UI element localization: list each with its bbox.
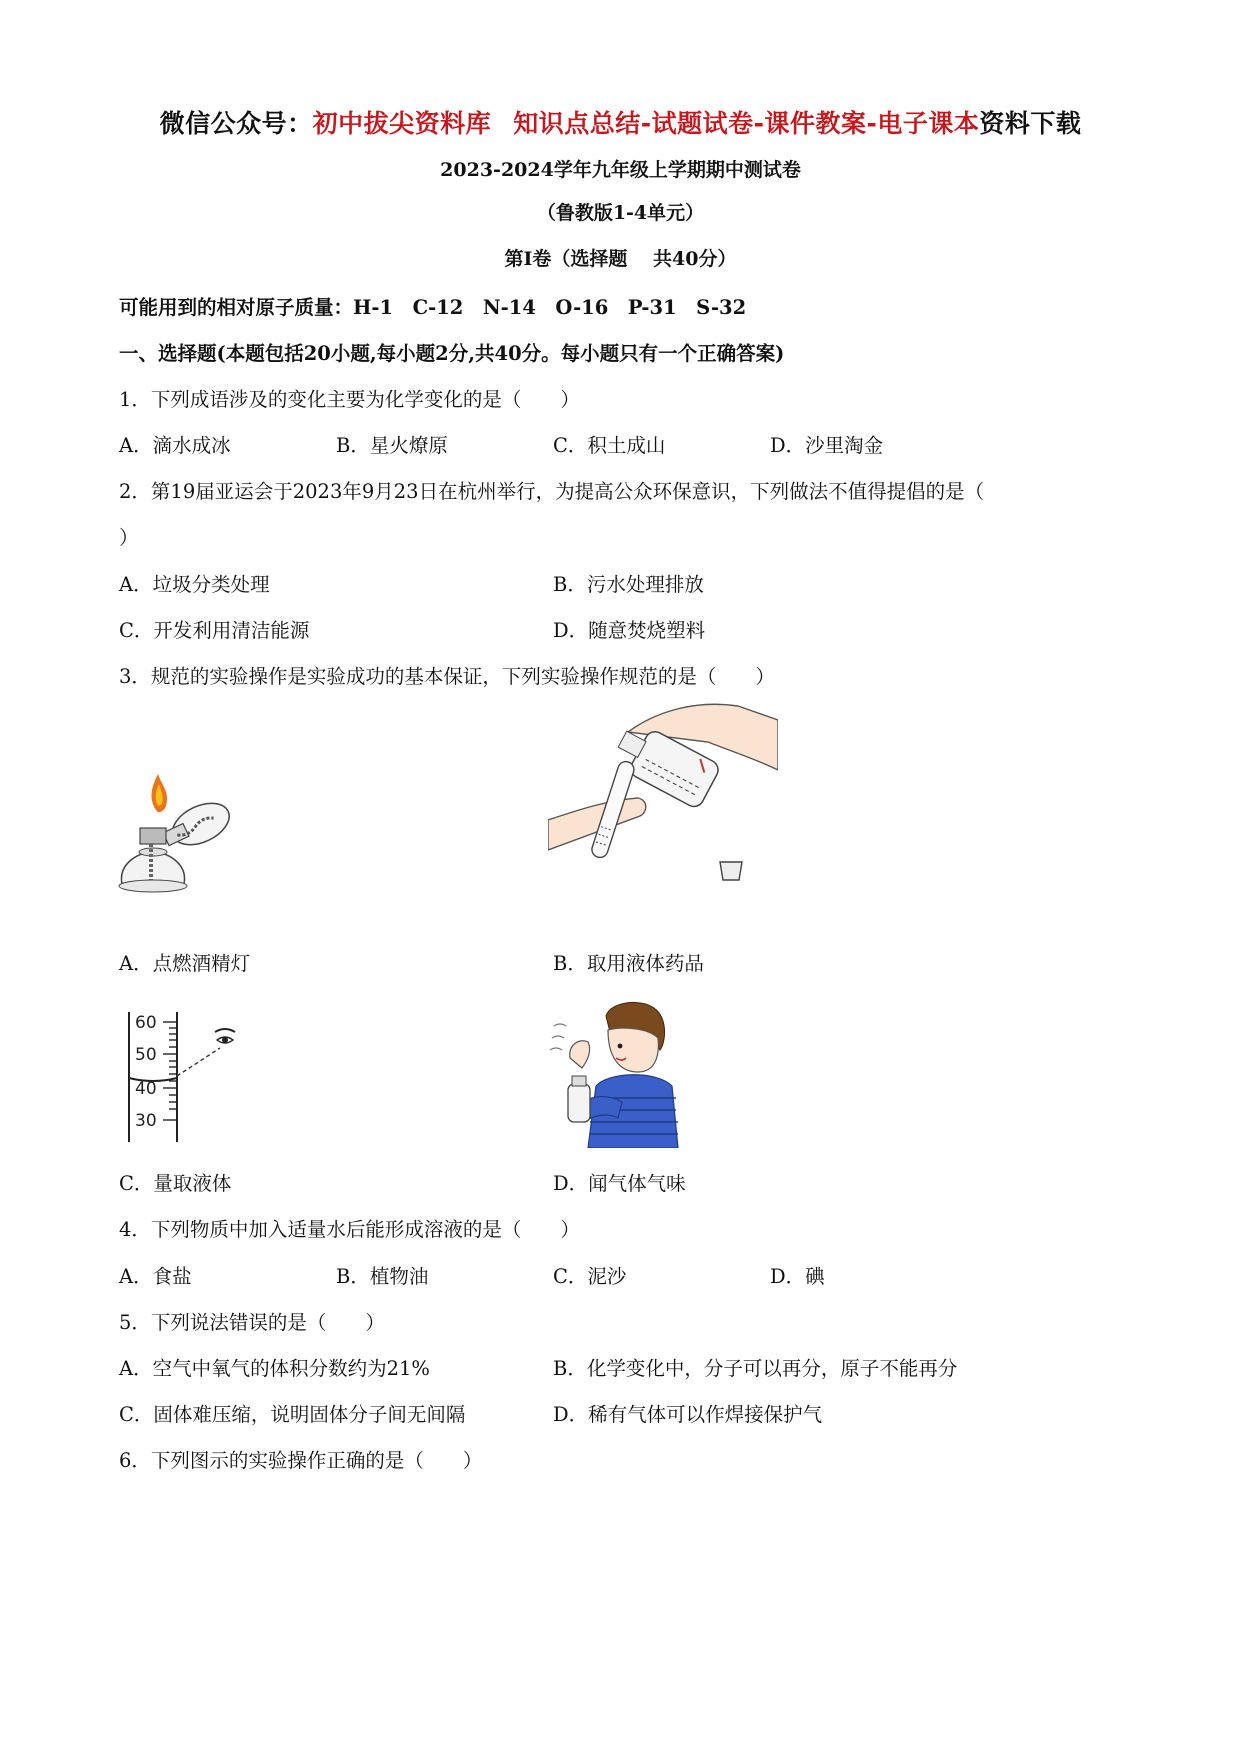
question-1-stem: 1．下列成语涉及的变化主要为化学变化的是（ ） (119, 388, 580, 411)
q4-option-d: D．碘 (770, 1265, 825, 1288)
banner-prefix: 微信公众号： (159, 109, 313, 138)
part-title: 一、选择题(本题包括20小题,每小题2分,共40分。每小题只有一个正确答案) (119, 342, 785, 365)
q5-option-d: D．稀有气体可以作焊接保护气 (553, 1403, 823, 1426)
q2-option-b: B．污水处理排放 (553, 573, 704, 596)
question-5-stem: 5．下列说法错误的是（ ） (119, 1311, 385, 1334)
section-heading: 第Ⅰ卷（选择题 共40分） (504, 248, 737, 270)
q3-option-c: C．量取液体 (119, 1172, 232, 1195)
header-banner (0, 104, 1241, 140)
q1-option-a: A．滴水成冰 (119, 434, 231, 457)
q5-option-c: C．固体难压缩，说明固体分子间无间隔 (119, 1403, 466, 1426)
q3-option-a: A．点燃酒精灯 (119, 952, 251, 975)
figure-alcohol-lamp (118, 768, 248, 908)
cylinder-tick-50: 50 (135, 1045, 157, 1065)
banner-resource-list: 知识点总结-试题试卷-课件教案-电子课本 (513, 109, 980, 138)
question-4-stem: 4．下列物质中加入适量水后能形成溶液的是（ ） (119, 1218, 580, 1241)
q2-option-d: D．随意焚烧塑料 (553, 619, 706, 642)
q1-option-c: C．积土成山 (553, 434, 666, 457)
figure-pouring-liquid (548, 700, 778, 900)
exam-subtitle: （鲁教版1-4单元） (536, 202, 705, 224)
exam-title: 2023-2024学年九年级上学期期中测试卷 (440, 159, 801, 181)
figure-smelling-gas (548, 998, 688, 1148)
banner-suffix: 资料下载 (979, 109, 1082, 138)
q4-option-c: C．泥沙 (553, 1265, 627, 1288)
cylinder-tick-40: 40 (135, 1079, 157, 1099)
q3-option-b: B．取用液体药品 (553, 952, 704, 975)
q1-option-d: D．沙里淘金 (770, 434, 884, 457)
question-3-stem: 3．规范的实验操作是实验成功的基本保证，下列实验操作规范的是（ ） (119, 665, 775, 688)
q1-option-b: B．星火燎原 (336, 434, 448, 457)
cylinder-tick-30: 30 (135, 1111, 157, 1131)
q4-option-b: B．植物油 (336, 1265, 429, 1288)
banner-account-name: 初中拔尖资料库 (312, 109, 492, 138)
question-2-stem-cont: ） (119, 526, 139, 549)
q2-option-c: C．开发利用清洁能源 (119, 619, 310, 642)
atomic-mass-line: 可能用到的相对原子质量：H-1 C-12 N-14 O-16 P-31 S-32 (119, 296, 747, 319)
question-2-stem: 2．第19届亚运会于2023年9月23日在杭州举行，为提高公众环保意识，下列做法不值得提倡的是（ (119, 480, 985, 503)
cylinder-tick-60: 60 (135, 1013, 157, 1033)
question-6-stem: 6．下列图示的实验操作正确的是（ ） (119, 1449, 483, 1472)
q5-option-b: B．化学变化中，分子可以再分，原子不能再分 (553, 1357, 958, 1380)
q4-option-a: A．食盐 (119, 1265, 192, 1288)
q5-option-a: A．空气中氧气的体积分数约为21% (119, 1357, 430, 1380)
q3-option-d: D．闻气体气味 (553, 1172, 686, 1195)
q2-option-a: A．垃圾分类处理 (119, 573, 270, 596)
figure-graduated-cylinder (125, 1010, 245, 1150)
